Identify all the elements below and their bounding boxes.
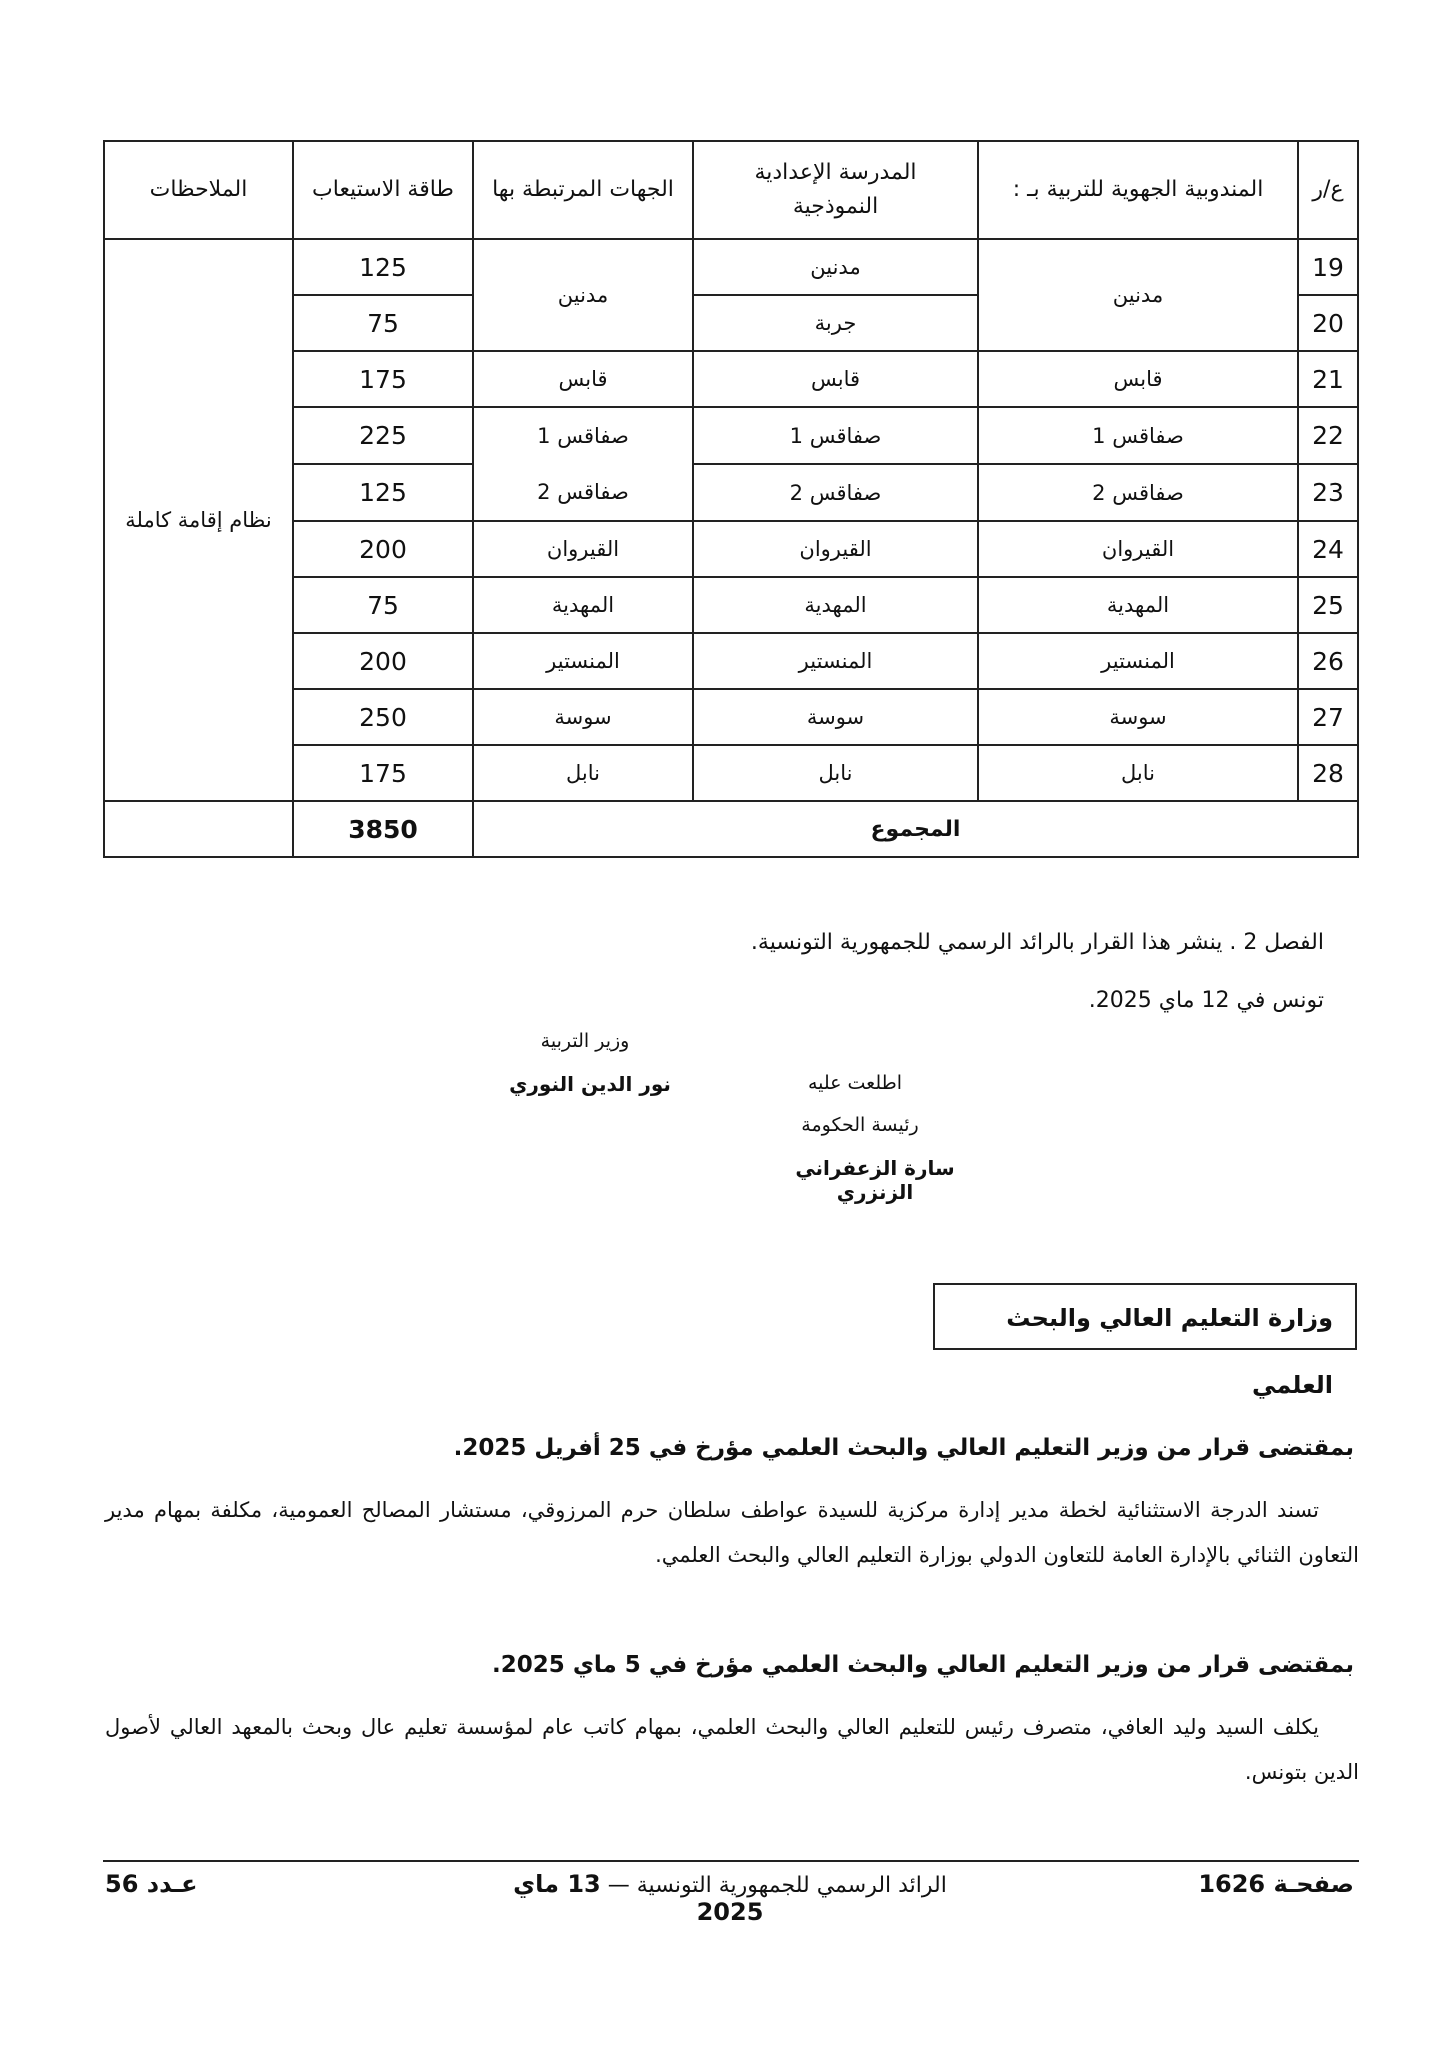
linked-cell: القيروان (473, 521, 693, 577)
capacity-cell: 200 (293, 633, 473, 689)
table-row (104, 745, 1358, 801)
seen-label: اطلعت عليه (807, 1072, 903, 1094)
total-label: المجموع (473, 801, 1358, 857)
capacity-cell: 250 (293, 689, 473, 745)
decision-2-heading: بمقتضى قرار من وزير التعليم العالي والبحث العلمي مؤرخ في 5 ماي 2025. (492, 1652, 1354, 1678)
delegation-cell: قابس (978, 351, 1298, 407)
capacity-cell: 75 (293, 295, 473, 351)
delegation-cell: المهدية (978, 577, 1298, 633)
row-num: 23 (1298, 464, 1358, 521)
row-num: 27 (1298, 689, 1358, 745)
header-capacity: طاقة الاستيعاب (293, 141, 473, 239)
delegation-cell: صفاقس 2 (978, 464, 1298, 521)
delegation-cell: نابل (978, 745, 1298, 801)
footer-journal (480, 1870, 980, 1926)
school-cell: سوسة (693, 689, 978, 745)
table-row (104, 239, 1358, 295)
row-num: 22 (1298, 407, 1358, 464)
pm-title: رئيسة الحكومة (801, 1114, 919, 1136)
school-cell: نابل (693, 745, 978, 801)
header-linked: الجهات المرتبطة بها (473, 141, 693, 239)
capacity-cell: 75 (293, 577, 473, 633)
school-cell: صفاقس 1 (693, 407, 978, 464)
linked-cell: مدنين (473, 239, 693, 351)
capacity-cell: 225 (293, 407, 473, 464)
linked-cell: المنستير (473, 633, 693, 689)
table-row (104, 577, 1358, 633)
linked-cell-merged (473, 407, 693, 521)
pm-name: سارة الزعفراني الزنزري (795, 1156, 955, 1204)
minister-name: نور الدين النوري (509, 1072, 671, 1096)
row-num: 20 (1298, 295, 1358, 351)
school-cell: مدنين (693, 239, 978, 295)
footer-divider (103, 1860, 1359, 1862)
linked-cell: نابل (473, 745, 693, 801)
delegation-cell: القيروان (978, 521, 1298, 577)
school-cell: صفاقس 2 (693, 464, 978, 521)
table-total-row (104, 801, 1358, 857)
delegation-cell: سوسة (978, 689, 1298, 745)
notes-cell: نظام إقامة كاملة (104, 239, 293, 801)
header-delegation: المندوبية الجهوية للتربية بـ : (978, 141, 1298, 239)
table-row (104, 407, 1358, 464)
table-row (104, 633, 1358, 689)
decision-1-text: تسند الدرجة الاستثنائية لخطة مدير إدارة مركزية للسيدة عواطف سلطان حرم المرزوقي، مستشار المصالح العمومية، مكلفة بمهام مدير التعاون الثنائي بالإدارة العامة للتعاون الدولي بوزارة التعليم العالي والبحث العلمي. (105, 1498, 1359, 1567)
linked-cell: المهدية (473, 577, 693, 633)
date-line: تونس في 12 ماي 2025. (1088, 988, 1324, 1013)
minister-title: وزير التربية (540, 1030, 630, 1052)
footer-page-number: صفحـة 1626 (1198, 1870, 1354, 1898)
school-cell: القيروان (693, 521, 978, 577)
decision-1-heading: بمقتضى قرار من وزير التعليم العالي والبحث العلمي مؤرخ في 25 أفريل 2025. (453, 1435, 1354, 1461)
linked-sfax1: صفاقس 1 (537, 424, 629, 448)
linked-cell: قابس (473, 351, 693, 407)
table-row (104, 351, 1358, 407)
row-num: 25 (1298, 577, 1358, 633)
header-school: المدرسة الإعدادية النموذجية (693, 141, 978, 239)
table-header-row (104, 141, 1358, 239)
linked-cell: سوسة (473, 689, 693, 745)
school-cell: جربة (693, 295, 978, 351)
delegation-cell: مدنين (978, 239, 1298, 351)
row-num: 28 (1298, 745, 1358, 801)
total-notes-empty (104, 801, 293, 857)
schools-table (103, 140, 1359, 858)
capacity-cell: 125 (293, 239, 473, 295)
row-num: 24 (1298, 521, 1358, 577)
footer-date: 13 ماي 2025 (513, 1870, 764, 1926)
footer-journal-name: الرائد الرسمي للجمهورية التونسية — (607, 1873, 947, 1898)
linked-sfax2: صفاقس 2 (537, 480, 629, 504)
capacity-cell: 125 (293, 464, 473, 521)
school-cell: المهدية (693, 577, 978, 633)
capacity-cell: 175 (293, 745, 473, 801)
ministry-section-title: وزارة التعليم العالي والبحث العلمي (933, 1283, 1357, 1350)
school-cell: المنستير (693, 633, 978, 689)
capacity-cell: 200 (293, 521, 473, 577)
header-notes: الملاحظات (104, 141, 293, 239)
row-num: 21 (1298, 351, 1358, 407)
header-num: ع/ر (1298, 141, 1358, 239)
delegation-cell: المنستير (978, 633, 1298, 689)
row-num: 26 (1298, 633, 1358, 689)
decision-2-text: يكلف السيد وليد العافي، متصرف رئيس للتعليم العالي والبحث العلمي، بمهام كاتب عام لمؤسسة تعليم عال وبحث بالمعهد العالي لأصول الدين بتونس. (105, 1715, 1359, 1784)
table-row (104, 464, 1358, 521)
capacity-cell: 175 (293, 351, 473, 407)
table-row (104, 521, 1358, 577)
article-2: الفصل 2 . ينشر هذا القرار بالرائد الرسمي للجمهورية التونسية. (750, 930, 1324, 955)
delegation-cell: صفاقس 1 (978, 407, 1298, 464)
row-num: 19 (1298, 239, 1358, 295)
total-value: 3850 (293, 801, 473, 857)
table-row (104, 689, 1358, 745)
footer-issue: عـدد 56 (105, 1870, 198, 1898)
school-cell: قابس (693, 351, 978, 407)
